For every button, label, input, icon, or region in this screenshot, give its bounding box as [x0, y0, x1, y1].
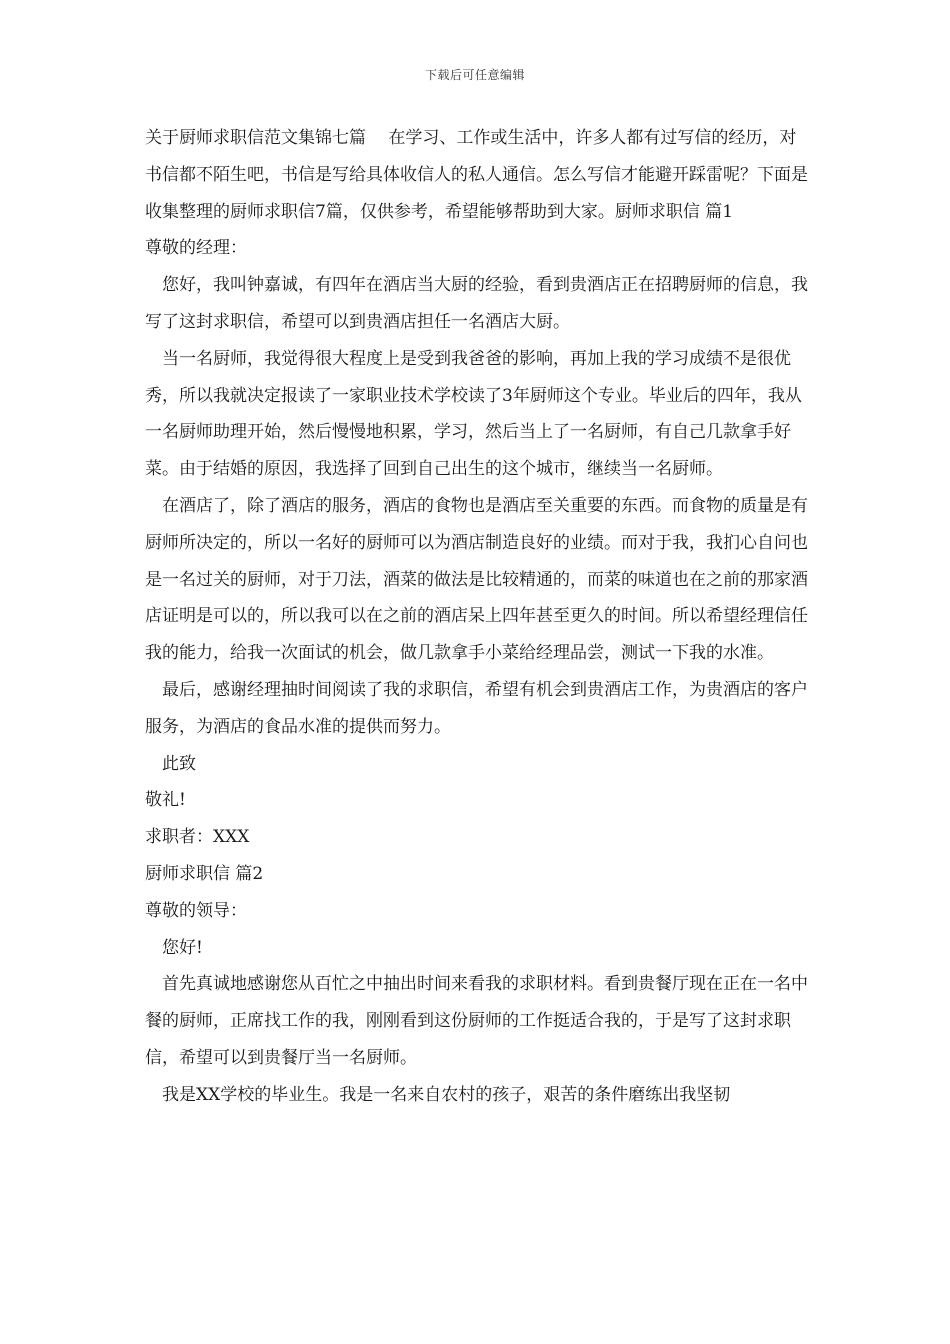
letter1-signature: 求职者：XXX [145, 827, 250, 848]
page-header-note: 下载后可任意编辑 [424, 68, 525, 82]
letter2-title: 厨师求职信 篇2 [145, 863, 264, 884]
letter1-paragraph-1: 您好，我叫钟嘉诚，有四年在酒店当大厨的经验，看到贵酒店正在招聘厨师的信息，我写了这封求职信，希望可以到贵酒店担任一名酒店大厨。 [145, 275, 808, 332]
letter1-closing-2: 敬礼! [145, 790, 186, 811]
letter2-paragraph-1: 首先真诚地感谢您从百忙之中抽出时间来看我的求职材料。看到贵餐厅现在正在一名中餐的厨师，正席找工作的我，刚刚看到这份厨师的工作挺适合我的，于是写了这封求职信，希望可以到贵餐厅当一名厨师。 [145, 974, 808, 1068]
letter1-paragraph-2: 当一名厨师，我觉得很大程度上是受到我爸爸的影响，再加上我的学习成绩不是很优秀，所以我就决定报读了一家职业技术学校读了3年厨师这个专业。毕业后的四年，我从一名厨师助理开始，然后慢慢地积累，学习，然后当上了一名厨师，有自己几款拿手好菜。由于结婚的原因，我选择了回到自己出生的这个城市，继续当一名厨师。 [145, 348, 802, 480]
letter1-closing-1: 此致 [162, 753, 196, 774]
letter2-salutation: 尊敬的领导： [145, 900, 247, 921]
letter1-paragraph-4: 最后，感谢经理抽时间阅读了我的求职信，希望有机会到贵酒店工作，为贵酒店的客户服务，为酒店的食品水准的提供而努力。 [145, 679, 808, 737]
letter2-greeting: 您好! [162, 937, 203, 958]
letter1-salutation: 尊敬的经理： [145, 238, 247, 259]
letter1-paragraph-3: 在酒店了，除了酒店的服务，酒店的食物也是酒店至关重要的东西。而食物的质量是有厨师所决定的，所以一名好的厨师可以为酒店制造良好的业绩。而对于我，我扪心自问也是一名过关的厨师，对于刀法，酒菜的做法是比较精通的，而菜的味道也在之前的那家酒店证明是可以的，所以我可以在之前的酒店呆上四年甚至更久的时间。所以希望经理信任我的能力，给我一次面试的机会，做几款拿手小菜给经理品尝，测试一下我的水准。 [145, 495, 808, 664]
letter2-paragraph-2: 我是XX学校的毕业生。我是一名来自农村的孩子，艰苦的条件磨练出我坚韧 [162, 1084, 731, 1105]
intro-paragraph: 关于厨师求职信范文集锦七篇 在学习、工作或生活中，许多人都有过写信的经历，对书信都不陌生吧，书信是写给具体收信人的私人通信。怎么写信才能避开踩雷呢？下面是收集整理的厨师求职信7篇，仅供参考，希望能够帮助到大家。厨师求职信 篇1 [145, 128, 808, 222]
document-body [145, 120, 810, 1114]
